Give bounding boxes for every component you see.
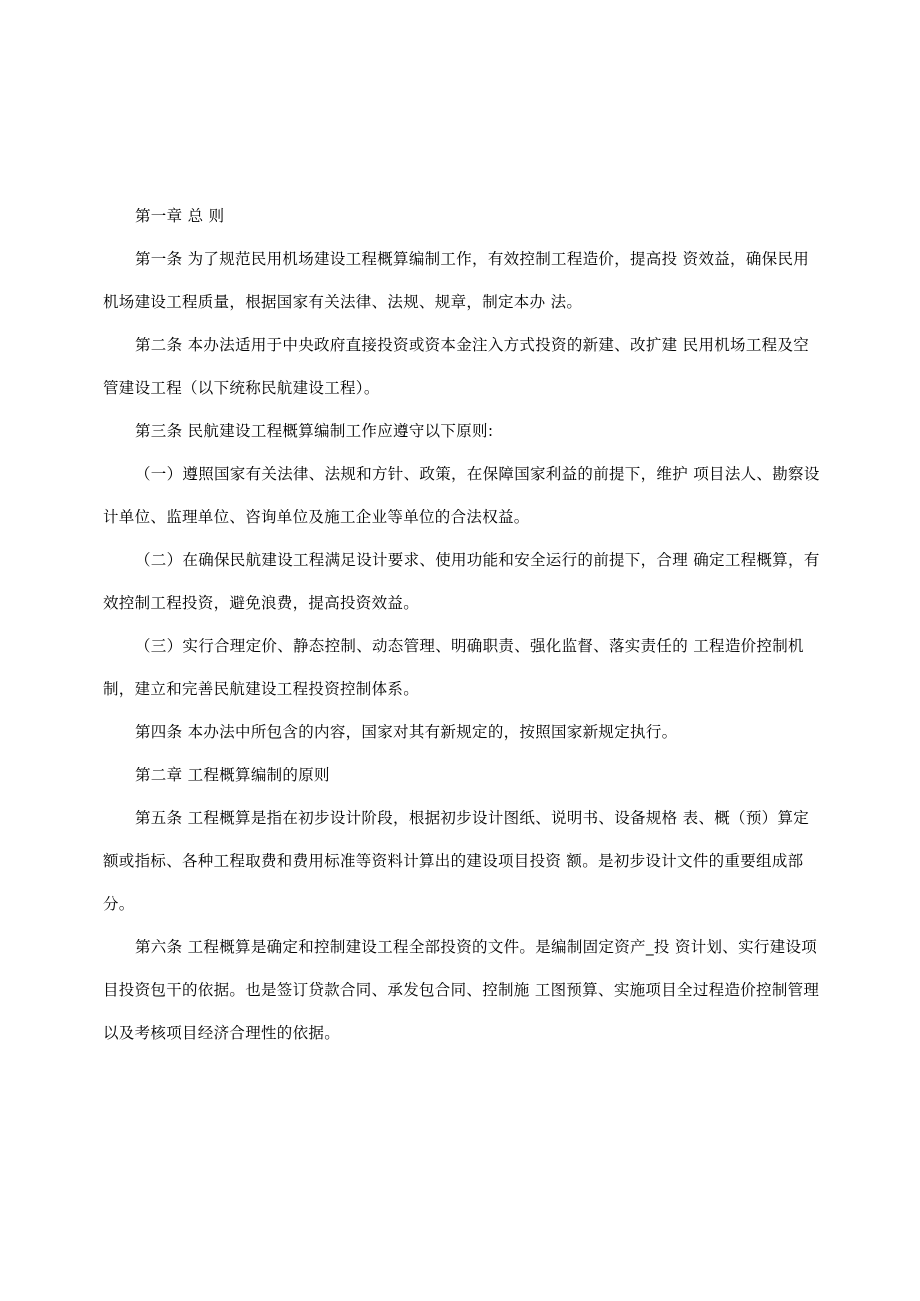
principle-2: （二）在确保民航建设工程满足设计要求、使用功能和安全运行的前提下，合理 确定工程概算，有效控制工程投资，避免浪费，提高投资效益。 xyxy=(103,551,820,612)
article-1: 第一条 为了规范民用机场建设工程概算编制工作，有效控制工程造价，提高投 资效益，确保民用机场建设工程质量，根据国家有关法律、法规、规章，制定本办 法。 xyxy=(103,250,810,311)
article-4: 第四条 本办法中所包含的内容，国家对其有新规定的，按照国家新规定执行。 xyxy=(135,723,678,741)
principle-1: （一）遵照国家有关法律、法规和方针、政策，在保障国家利益的前提下，维护 项目法人、勘察设计单位、监理单位、咨询单位及施工企业等单位的合法权益。 xyxy=(103,465,820,526)
article-6: 第六条 工程概算是确定和控制建设工程全部投资的文件。是编制固定资产_投 资计划、实行建设项目投资包干的依据。也是签订贷款合同、承发包合同、控制施 工图预算、实施项目全过程造价控制管理以及考核项目经济合理性的依据。 xyxy=(103,938,820,1042)
article-2: 第二条 本办法适用于中央政府直接投资或资本金注入方式投资的新建、改扩建 民用机场工程及空管建设工程（以下统称民航建设工程）。 xyxy=(103,336,810,397)
article-5: 第五条 工程概算是指在初步设计阶段，根据初步设计图纸、说明书、设备规格 表、概（预）算定额或指标、各种工程取费和费用标准等资料计算出的建设项目投资 额。是初步设计文件的重要组成部分。 xyxy=(103,809,810,913)
chapter-2-heading: 第二章 工程概算编制的原则 xyxy=(135,766,330,784)
principle-3: （三）实行合理定价、静态控制、动态管理、明确职责、强化监督、落实责任的 工程造价控制机制，建立和完善民航建设工程投资控制体系。 xyxy=(103,637,804,698)
document-body xyxy=(103,195,820,1055)
chapter-1-heading: 第一章 总 则 xyxy=(135,207,225,225)
article-3: 第三条 民航建设工程概算编制工作应遵守以下原则: xyxy=(135,422,494,440)
